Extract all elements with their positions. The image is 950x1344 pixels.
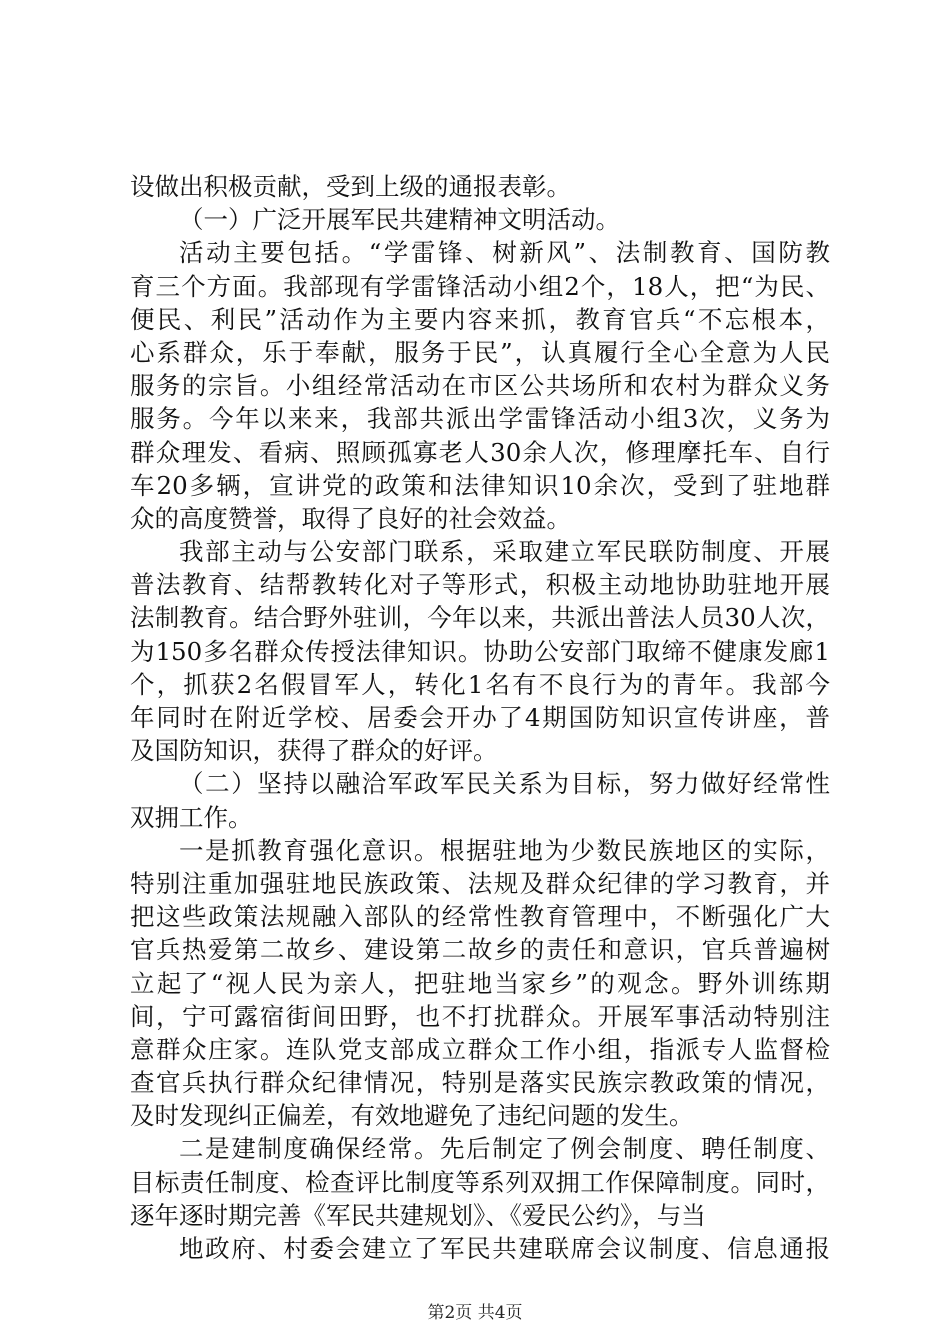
text-line: 育三个方面。我部现有学雷锋活动小组2个，18人，把“为民、 (130, 271, 830, 301)
text-line: 普法教育、结帮教转化对子等形式，积极主动地协助驻地开展 (130, 570, 830, 600)
text-line: 服务。今年以来来，我部共派出学雷锋活动小组3次，义务为 (130, 404, 830, 434)
text-line: 群众理发、看病、照顾孤寡老人30余人次，修理摩托车、自行 (130, 437, 830, 467)
text-line: 年同时在附近学校、居委会开办了4期国防知识宣传讲座，普 (130, 703, 830, 732)
text-line: 法制教育。结合野外驻训，今年以来，共派出普法人员30人次， (130, 603, 830, 633)
text-line: 便民、利民”活动作为主要内容来抓，教育官兵“不忘根本， (130, 304, 830, 334)
text-line: 及时发现纠正偏差，有效地避免了违纪问题的发生。 (130, 1101, 694, 1131)
text-line: 双拥工作。 (130, 802, 253, 832)
text-line: 目标责任制度、检查评比制度等系列双拥工作保障制度。同时， (130, 1167, 830, 1197)
text-line: 立起了“视人民为亲人，把驻地当家乡”的观念。野外训练期 (130, 968, 830, 998)
text-line: 地政府、村委会建立了军民共建联席会议制度、信息通报 (179, 1234, 830, 1263)
text-line: 个，抓获2名假冒军人，转化1名有不良行为的青年。我部今 (130, 669, 830, 699)
text-line: 间，宁可露宿街间田野，也不打扰群众。开展军事活动特别注 (130, 1001, 830, 1031)
text-line: 把这些政策法规融入部队的经常性教育管理中，不断强化广大 (130, 902, 830, 932)
document-body (130, 170, 830, 1265)
text-line: 官兵热爱第二故乡、建设第二故乡的责任和意识，官兵普遍树 (130, 935, 830, 965)
text-line: 服务的宗旨。小组经常活动在市区公共场所和农村为群众义务 (130, 371, 830, 401)
text-line: 设做出积极贡献，受到上级的通报表彰。 (130, 172, 571, 201)
text-line: 众的高度赞誉，取得了良好的社会效益。 (130, 503, 571, 533)
text-line: 意群众庄家。连队党支部成立群众工作小组，指派专人监督检 (130, 1034, 830, 1064)
text-line: 二是建制度确保经常。先后制定了例会制度、聘任制度、 (179, 1134, 830, 1164)
text-line: 活动主要包括。“学雷锋、树新风”、法制教育、国防教 (179, 238, 830, 268)
text-line: 心系群众，乐于奉献，服务于民”，认真履行全心全意为人民 (130, 337, 830, 367)
text-line: 为150多名群众传授法律知识。协助公安部门取缔不健康发廊1 (130, 636, 830, 666)
text-line: 车20多辆，宣讲党的政策和法律知识10余次，受到了驻地群 (130, 470, 830, 500)
text-line: 逐年逐时期完善《军民共建规划》、《爱民公约》，与当 (130, 1200, 706, 1230)
text-line: 我部主动与公安部门联系，采取建立军民联防制度、开展 (179, 537, 830, 567)
text-line: 特别注重加强驻地民族政策、法规及群众纪律的学习教育，并 (130, 868, 830, 898)
text-line: 一是抓教育强化意识。根据驻地为少数民族地区的实际， (179, 835, 830, 865)
text-line: 查官兵执行群众纪律情况，特别是落实民族宗教政策的情况， (130, 1068, 830, 1098)
text-line: （一）广泛开展军民共建精神文明活动。 (179, 205, 620, 235)
page-footer: 第2页 共4页 (427, 1303, 523, 1323)
text-line: （二）坚持以融洽军政军民关系为目标，努力做好经常性 (179, 769, 830, 799)
text-line: 及国防知识，获得了群众的好评。 (130, 736, 498, 766)
